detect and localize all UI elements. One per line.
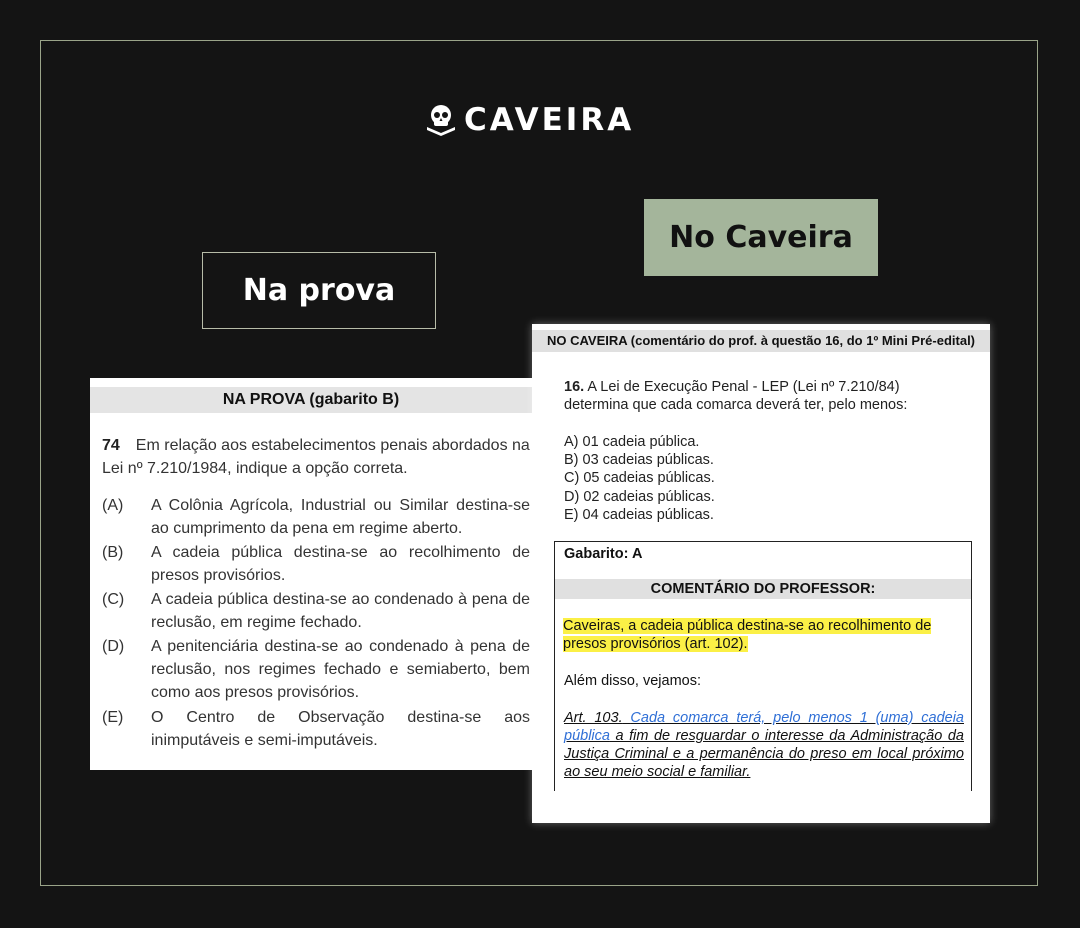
caveira-question-text: A Lei de Execução Penal - LEP (Lei nº 7.210/84) determina que cada comarca deverá ter, pelo menos: xyxy=(564,379,908,413)
option-text: A Colônia Agrícola, Industrial ou Similar destina-se ao cumprimento da pena em regime aberto. xyxy=(151,497,530,537)
option-text: A penitenciária destina-se ao condenado à pena de reclusão, nos regimes fechado e semiaberto, bem como aos presos provisórios. xyxy=(151,638,530,701)
article-quote xyxy=(564,709,964,781)
caveira-question-number: 16. xyxy=(564,379,585,395)
article-link[interactable]: Cada comarca terá, pelo menos 1 (uma) cadeia pública xyxy=(564,710,964,744)
exam-question-card xyxy=(90,378,532,770)
caveira-option: B) 03 cadeias públicas. xyxy=(564,452,714,469)
option-letter: (D) xyxy=(102,638,125,655)
option-letter: (C) xyxy=(102,591,125,608)
no-caveira-label: No Caveira xyxy=(644,199,878,276)
exam-option xyxy=(102,494,530,540)
caveira-options xyxy=(564,433,715,524)
caveira-option: A) 01 cadeia pública. xyxy=(564,434,700,450)
exam-card-header: NA PROVA (gabarito B) xyxy=(90,387,532,413)
caveira-option: E) 04 cadeias públicas. xyxy=(564,506,714,523)
skull-icon xyxy=(424,103,458,137)
caveira-option: C) 05 cadeias públicas. xyxy=(564,470,715,487)
exam-option xyxy=(102,541,530,587)
caveira-question xyxy=(564,378,964,414)
option-letter: (B) xyxy=(102,544,124,561)
comment-box xyxy=(554,541,972,791)
article-rest: a fim de resguardar o interesse da Administração da Justiça Criminal e a permanência do preso em local próximo ao seu meio social e familiar. xyxy=(564,728,964,780)
brand-name: CAVEIRA xyxy=(464,102,635,138)
exam-question xyxy=(102,434,532,480)
caveira-card-header: NO CAVEIRA (comentário do prof. à questão 16, do 1º Mini Pré-edital) xyxy=(532,330,990,352)
option-letter: (E) xyxy=(102,709,124,726)
comment-title: COMENTÁRIO DO PROFESSOR: xyxy=(555,579,971,599)
exam-question-number: 74 xyxy=(102,437,120,454)
option-text: A cadeia pública destina-se ao recolhimento de presos provisórios. xyxy=(151,544,530,584)
highlighted-comment xyxy=(563,617,967,653)
exam-option xyxy=(102,635,530,704)
na-prova-label: Na prova xyxy=(202,252,436,329)
exam-option xyxy=(102,588,530,634)
option-letter: (A) xyxy=(102,497,124,514)
comment-intro: Além disso, vejamos: xyxy=(564,673,701,689)
highlight-text: Caveiras, a cadeia pública destina-se ao recolhimento de presos provisórios (art. 102). xyxy=(563,618,932,652)
caveira-question-card xyxy=(532,324,990,823)
brand-logo xyxy=(424,100,634,140)
option-text: A cadeia pública destina-se ao condenado à pena de reclusão, em regime fechado. xyxy=(151,591,530,631)
exam-option xyxy=(102,706,530,752)
option-text: O Centro de Observação destina-se aos inimputáveis e semi-imputáveis. xyxy=(151,709,530,749)
exam-question-text: Em relação aos estabelecimentos penais abordados na Lei nº 7.210/1984, indique a opção correta. xyxy=(102,437,530,477)
article-prefix: Art. 103. xyxy=(564,710,623,726)
caveira-option: D) 02 cadeias públicas. xyxy=(564,488,715,505)
answer-key: Gabarito: A xyxy=(564,546,643,562)
